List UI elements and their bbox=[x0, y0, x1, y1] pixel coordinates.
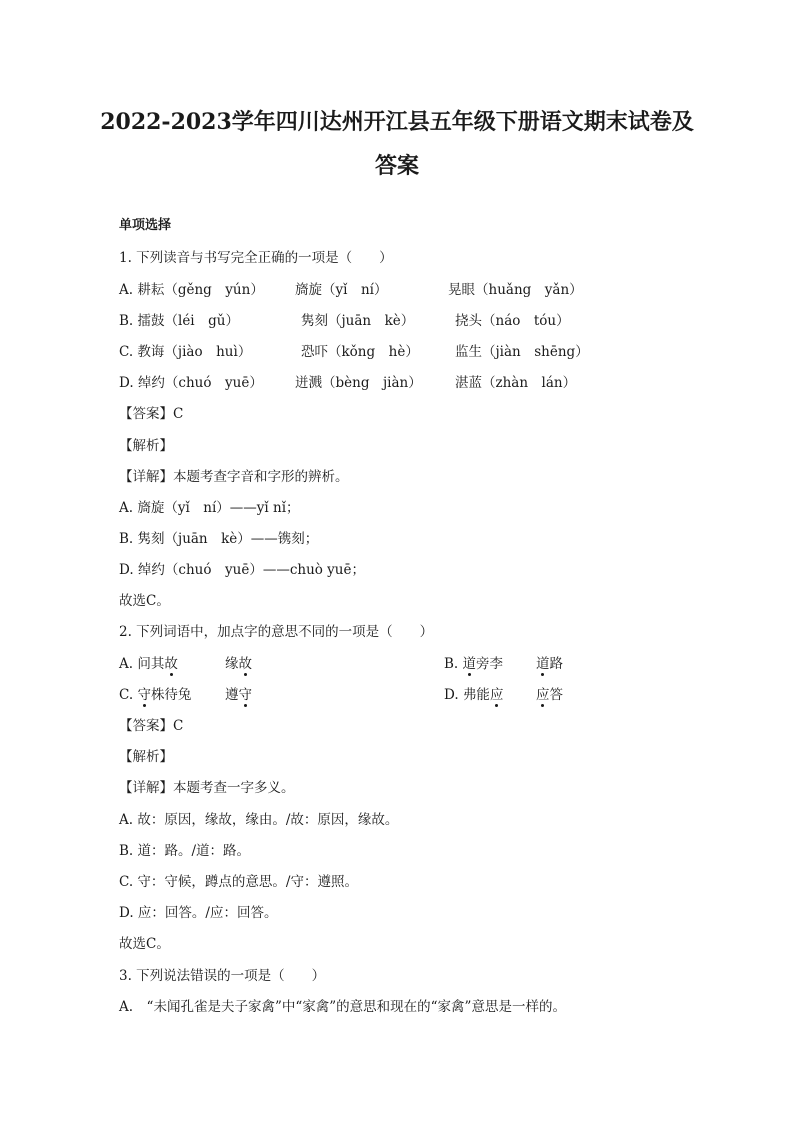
q2-option-d: D. 弗能应 bbox=[444, 687, 504, 703]
q1-analysis: 【解析】 bbox=[119, 438, 173, 454]
dotted-char: 守 bbox=[238, 687, 252, 703]
q2-option-d-pair: 应答 bbox=[536, 687, 563, 703]
option-col-1: B. 擂鼓（léi gǔ） bbox=[119, 313, 239, 329]
dotted-char: 故 bbox=[238, 656, 252, 672]
option-col-3: 监生（jiàn shēng） bbox=[455, 344, 589, 360]
q2-option-c: C. 守株待兔 bbox=[119, 687, 192, 703]
q1-answer: 【答案】C bbox=[119, 406, 184, 422]
option-col-1: D. 绰约（chuó yuē） bbox=[119, 375, 263, 391]
option-col-2: 恐吓（kǒng hè） bbox=[301, 344, 419, 360]
q3-stem: 3. 下列说法错误的一项是（ ） bbox=[119, 968, 326, 984]
dotted-char: 道 bbox=[462, 656, 477, 672]
q3-option-a: A. “未闻孔雀是夫子家禽”中“家禽”的意思和现在的“家禽”意思是一样的。 bbox=[119, 999, 566, 1015]
q1-detail: 【详解】本题考查字音和字形的辨析。 bbox=[119, 469, 349, 485]
q1-stem: 1. 下列读音与书写完全正确的一项是（ ） bbox=[119, 250, 393, 266]
option-col-1: C. 教诲（jiào huì） bbox=[119, 344, 252, 360]
q2-option-b: B. 道旁李 bbox=[444, 656, 504, 672]
dotted-char: 故 bbox=[164, 656, 178, 672]
title-line-1: 2022-2023学年四川达州开江县五年级下册语文期末试卷及 bbox=[100, 109, 694, 135]
title-line-2: 答案 bbox=[374, 153, 419, 179]
q1-conclusion: 故选C。 bbox=[119, 593, 170, 609]
q2-detail: 【详解】本题考查一字多义。 bbox=[119, 780, 295, 796]
option-col-3: 挠头（náo tóu） bbox=[455, 313, 570, 329]
option-col-2: 迸溅（bèng jiàn） bbox=[295, 375, 422, 391]
document-title bbox=[100, 100, 694, 188]
q2-analysis: 【解析】 bbox=[119, 749, 173, 765]
dotted-char: 守 bbox=[137, 687, 151, 703]
q2-option-a: A. 问其故 bbox=[119, 656, 178, 672]
section-heading: 单项选择 bbox=[119, 218, 172, 233]
q2-conclusion: 故选C。 bbox=[119, 936, 170, 952]
option-col-3: 湛蓝（zhàn lán） bbox=[455, 375, 577, 391]
q2-note-a: A. 故：原因，缘故，缘由。/故：原因，缘故。 bbox=[119, 812, 399, 828]
option-col-2: 隽刻（juān kè） bbox=[301, 313, 415, 329]
dotted-char: 应 bbox=[489, 687, 504, 703]
q2-note-b: B. 道：路。/道：路。 bbox=[119, 843, 251, 859]
q2-option-c-pair: 遵守 bbox=[225, 687, 252, 703]
q2-note-c: C. 守：守候，蹲点的意思。/守：遵照。 bbox=[119, 874, 358, 890]
q1-note-d: D. 绰约（chuó yuē）——chuò yuē； bbox=[119, 562, 365, 578]
dotted-char: 应 bbox=[536, 687, 550, 703]
q2-answer: 【答案】C bbox=[119, 718, 184, 734]
q2-option-a-pair: 缘故 bbox=[225, 656, 252, 672]
q2-stem: 2. 下列词语中，加点字的意思不同的一项是（ ） bbox=[119, 624, 434, 640]
option-col-1: A. 耕耘（gěng yún） bbox=[119, 282, 264, 298]
q2-note-d: D. 应：回答。/应：回答。 bbox=[119, 905, 278, 921]
q1-note-b: B. 隽刻（juān kè）——镌刻； bbox=[119, 531, 319, 547]
option-col-3: 晃眼（huǎng yǎn） bbox=[448, 282, 583, 298]
q2-option-b-pair: 道路 bbox=[536, 656, 563, 672]
q1-note-a: A. 旖旋（yǐ ní）——yǐ nǐ； bbox=[119, 500, 300, 516]
option-col-2: 旖旋（yǐ ní） bbox=[295, 282, 388, 298]
dotted-char: 道 bbox=[536, 656, 550, 672]
